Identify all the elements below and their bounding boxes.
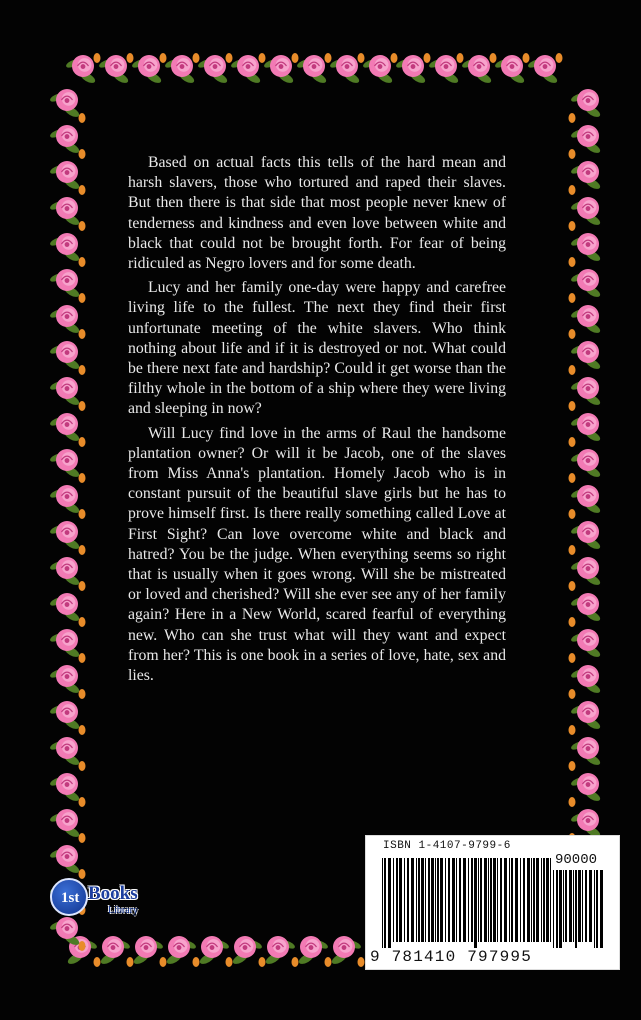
bud-icon (79, 437, 86, 447)
bud-icon (79, 221, 86, 231)
bud-icon (569, 689, 576, 699)
bud-icon (569, 725, 576, 735)
rose-icon (49, 773, 81, 803)
rose-icon (49, 629, 81, 659)
rose-icon (570, 89, 602, 119)
bud-icon (79, 113, 86, 123)
bud-icon (79, 581, 86, 591)
rose-icon (49, 197, 81, 227)
rose-icon (131, 55, 163, 85)
rose-icon (570, 773, 602, 803)
bud-icon (569, 293, 576, 303)
bud-icon (160, 53, 167, 63)
logo-subtitle: Library (108, 905, 138, 916)
bud-icon (556, 53, 563, 63)
bud-icon (259, 53, 266, 63)
rose-icon (49, 737, 81, 767)
bud-icon (569, 797, 576, 807)
rose-icon (49, 233, 81, 263)
logo-badge (50, 878, 88, 916)
blurb-paragraph-2: Lucy and her family one-day were happy and carefree living life to the fullest. The next they find their first unfortunate meeting of the white slavers. Who think nothing about life and if it is destroyed or not. What could be there next fate and hardship? Could it get worse than the filthy whole in the bottom of a ship where they were living and sleeping in now? (128, 279, 506, 418)
bud-icon (457, 53, 464, 63)
rose-icon (49, 161, 81, 191)
bud-icon (79, 617, 86, 627)
bud-icon (79, 941, 86, 951)
bud-icon (79, 149, 86, 159)
bud-icon (424, 53, 431, 63)
blurb-paragraph-1: Based on actual facts this tells of the hard mean and harsh slavers, those who tortured and raped their slaves. But then there is that side that most people never knew of tenderness and kindness and even love between white and black that could not be brought forth. For fear of being ridiculed as Negro lovers and for some death. (128, 154, 506, 273)
rose-icon (165, 936, 197, 966)
rose-icon (570, 413, 602, 443)
bud-icon (292, 957, 299, 967)
rose-icon (49, 377, 81, 407)
rose-icon (49, 89, 81, 119)
rose-icon (297, 936, 329, 966)
rose-icon (132, 936, 164, 966)
rose-icon (570, 521, 602, 551)
rose-icon (570, 197, 602, 227)
rose-icon (65, 55, 97, 85)
bud-icon (79, 473, 86, 483)
bud-icon (127, 53, 134, 63)
bud-icon (226, 957, 233, 967)
bud-icon (94, 53, 101, 63)
rose-icon (570, 161, 602, 191)
bud-icon (94, 957, 101, 967)
bud-icon (79, 545, 86, 555)
bud-icon (127, 957, 134, 967)
rose-icon (49, 125, 81, 155)
rose-icon (49, 557, 81, 587)
price-code: 90000 (555, 852, 598, 868)
rose-icon (570, 305, 602, 335)
rose-icon (49, 305, 81, 335)
rose-icon (296, 55, 328, 85)
logo-number: 1st (61, 890, 80, 906)
rose-icon (570, 593, 602, 623)
bud-icon (523, 53, 530, 63)
bud-icon (569, 113, 576, 123)
rose-icon (570, 557, 602, 587)
barcode-bars (382, 858, 552, 950)
bud-icon (569, 437, 576, 447)
rose-icon (570, 341, 602, 371)
bud-icon (569, 545, 576, 555)
rose-icon (98, 55, 130, 85)
rose-icon (570, 377, 602, 407)
rose-icon (570, 233, 602, 263)
rose-icon (494, 55, 526, 85)
isbn-barcode (365, 835, 620, 970)
rose-icon (570, 449, 602, 479)
rose-icon (49, 341, 81, 371)
bud-icon (79, 833, 86, 843)
bud-icon (569, 185, 576, 195)
bud-icon (569, 257, 576, 267)
isbn-digits: 9 781410 797995 (370, 948, 533, 966)
rose-icon (527, 55, 559, 85)
rose-icon (49, 845, 81, 875)
rose-icon (362, 55, 394, 85)
bud-icon (79, 257, 86, 267)
bud-icon (325, 957, 332, 967)
rose-icon (164, 55, 196, 85)
bud-icon (193, 53, 200, 63)
rose-icon (570, 485, 602, 515)
rose-icon (570, 629, 602, 659)
bud-icon (569, 653, 576, 663)
bud-icon (569, 365, 576, 375)
bud-icon (569, 221, 576, 231)
bud-icon (292, 53, 299, 63)
bud-icon (569, 581, 576, 591)
rose-icon (570, 269, 602, 299)
rose-icon (49, 809, 81, 839)
bud-icon (160, 957, 167, 967)
rose-icon (49, 593, 81, 623)
bud-icon (569, 401, 576, 411)
bud-icon (79, 185, 86, 195)
addon-barcode-bars (553, 870, 607, 950)
bud-icon (358, 53, 365, 63)
rose-icon (461, 55, 493, 85)
rose-icon (49, 701, 81, 731)
rose-icon (570, 665, 602, 695)
bud-icon (569, 617, 576, 627)
isbn-label: ISBN 1-4107-9799-6 (383, 840, 511, 852)
rose-icon (263, 55, 295, 85)
bud-icon (79, 329, 86, 339)
bud-icon (79, 293, 86, 303)
rose-icon (49, 665, 81, 695)
rose-icon (570, 737, 602, 767)
bud-icon (569, 329, 576, 339)
rose-icon (329, 55, 361, 85)
bud-icon (79, 761, 86, 771)
rose-icon (230, 55, 262, 85)
rose-icon (99, 936, 131, 966)
bud-icon (193, 957, 200, 967)
bud-icon (569, 509, 576, 519)
bud-icon (325, 53, 332, 63)
bud-icon (358, 957, 365, 967)
rose-icon (428, 55, 460, 85)
rose-icon (330, 936, 362, 966)
bud-icon (79, 365, 86, 375)
bud-icon (569, 761, 576, 771)
blurb-text (128, 153, 506, 690)
bud-icon (79, 509, 86, 519)
bud-icon (259, 957, 266, 967)
bud-icon (569, 473, 576, 483)
rose-icon (231, 936, 263, 966)
bud-icon (391, 53, 398, 63)
blurb-paragraph-3: Will Lucy find love in the arms of Raul the handsome plantation owner? Or will it be Jacob, one of the slaves from Miss Anna's plantation. Homely Jacob who is in constant pursuit of the beautiful slave girls but he has to prove himself first. Is there really something called Love at First Sight? Can love overcome white and black and hatred? You be the judge. When everything seems so right that is usually when it goes wrong. Will she be mistreated or loved and cherished? Will she ever see any of her family again? Here in a New World, scared fearful of everything new. Who can she trust what will they want and expect from her? This is one book in a series of love, hate, sex and lies. (128, 424, 506, 685)
rose-icon (198, 936, 230, 966)
rose-icon (570, 125, 602, 155)
bud-icon (79, 725, 86, 735)
bud-icon (79, 401, 86, 411)
rose-icon (49, 485, 81, 515)
rose-icon (49, 521, 81, 551)
rose-icon (49, 269, 81, 299)
bud-icon (79, 653, 86, 663)
bud-icon (79, 689, 86, 699)
rose-icon (570, 701, 602, 731)
rose-icon (49, 449, 81, 479)
rose-icon (49, 413, 81, 443)
bud-icon (226, 53, 233, 63)
rose-icon (395, 55, 427, 85)
publisher-logo (46, 876, 156, 924)
bud-icon (490, 53, 497, 63)
rose-icon (264, 936, 296, 966)
logo-name: Books (88, 883, 138, 904)
bud-icon (569, 149, 576, 159)
bud-icon (79, 797, 86, 807)
rose-icon (197, 55, 229, 85)
